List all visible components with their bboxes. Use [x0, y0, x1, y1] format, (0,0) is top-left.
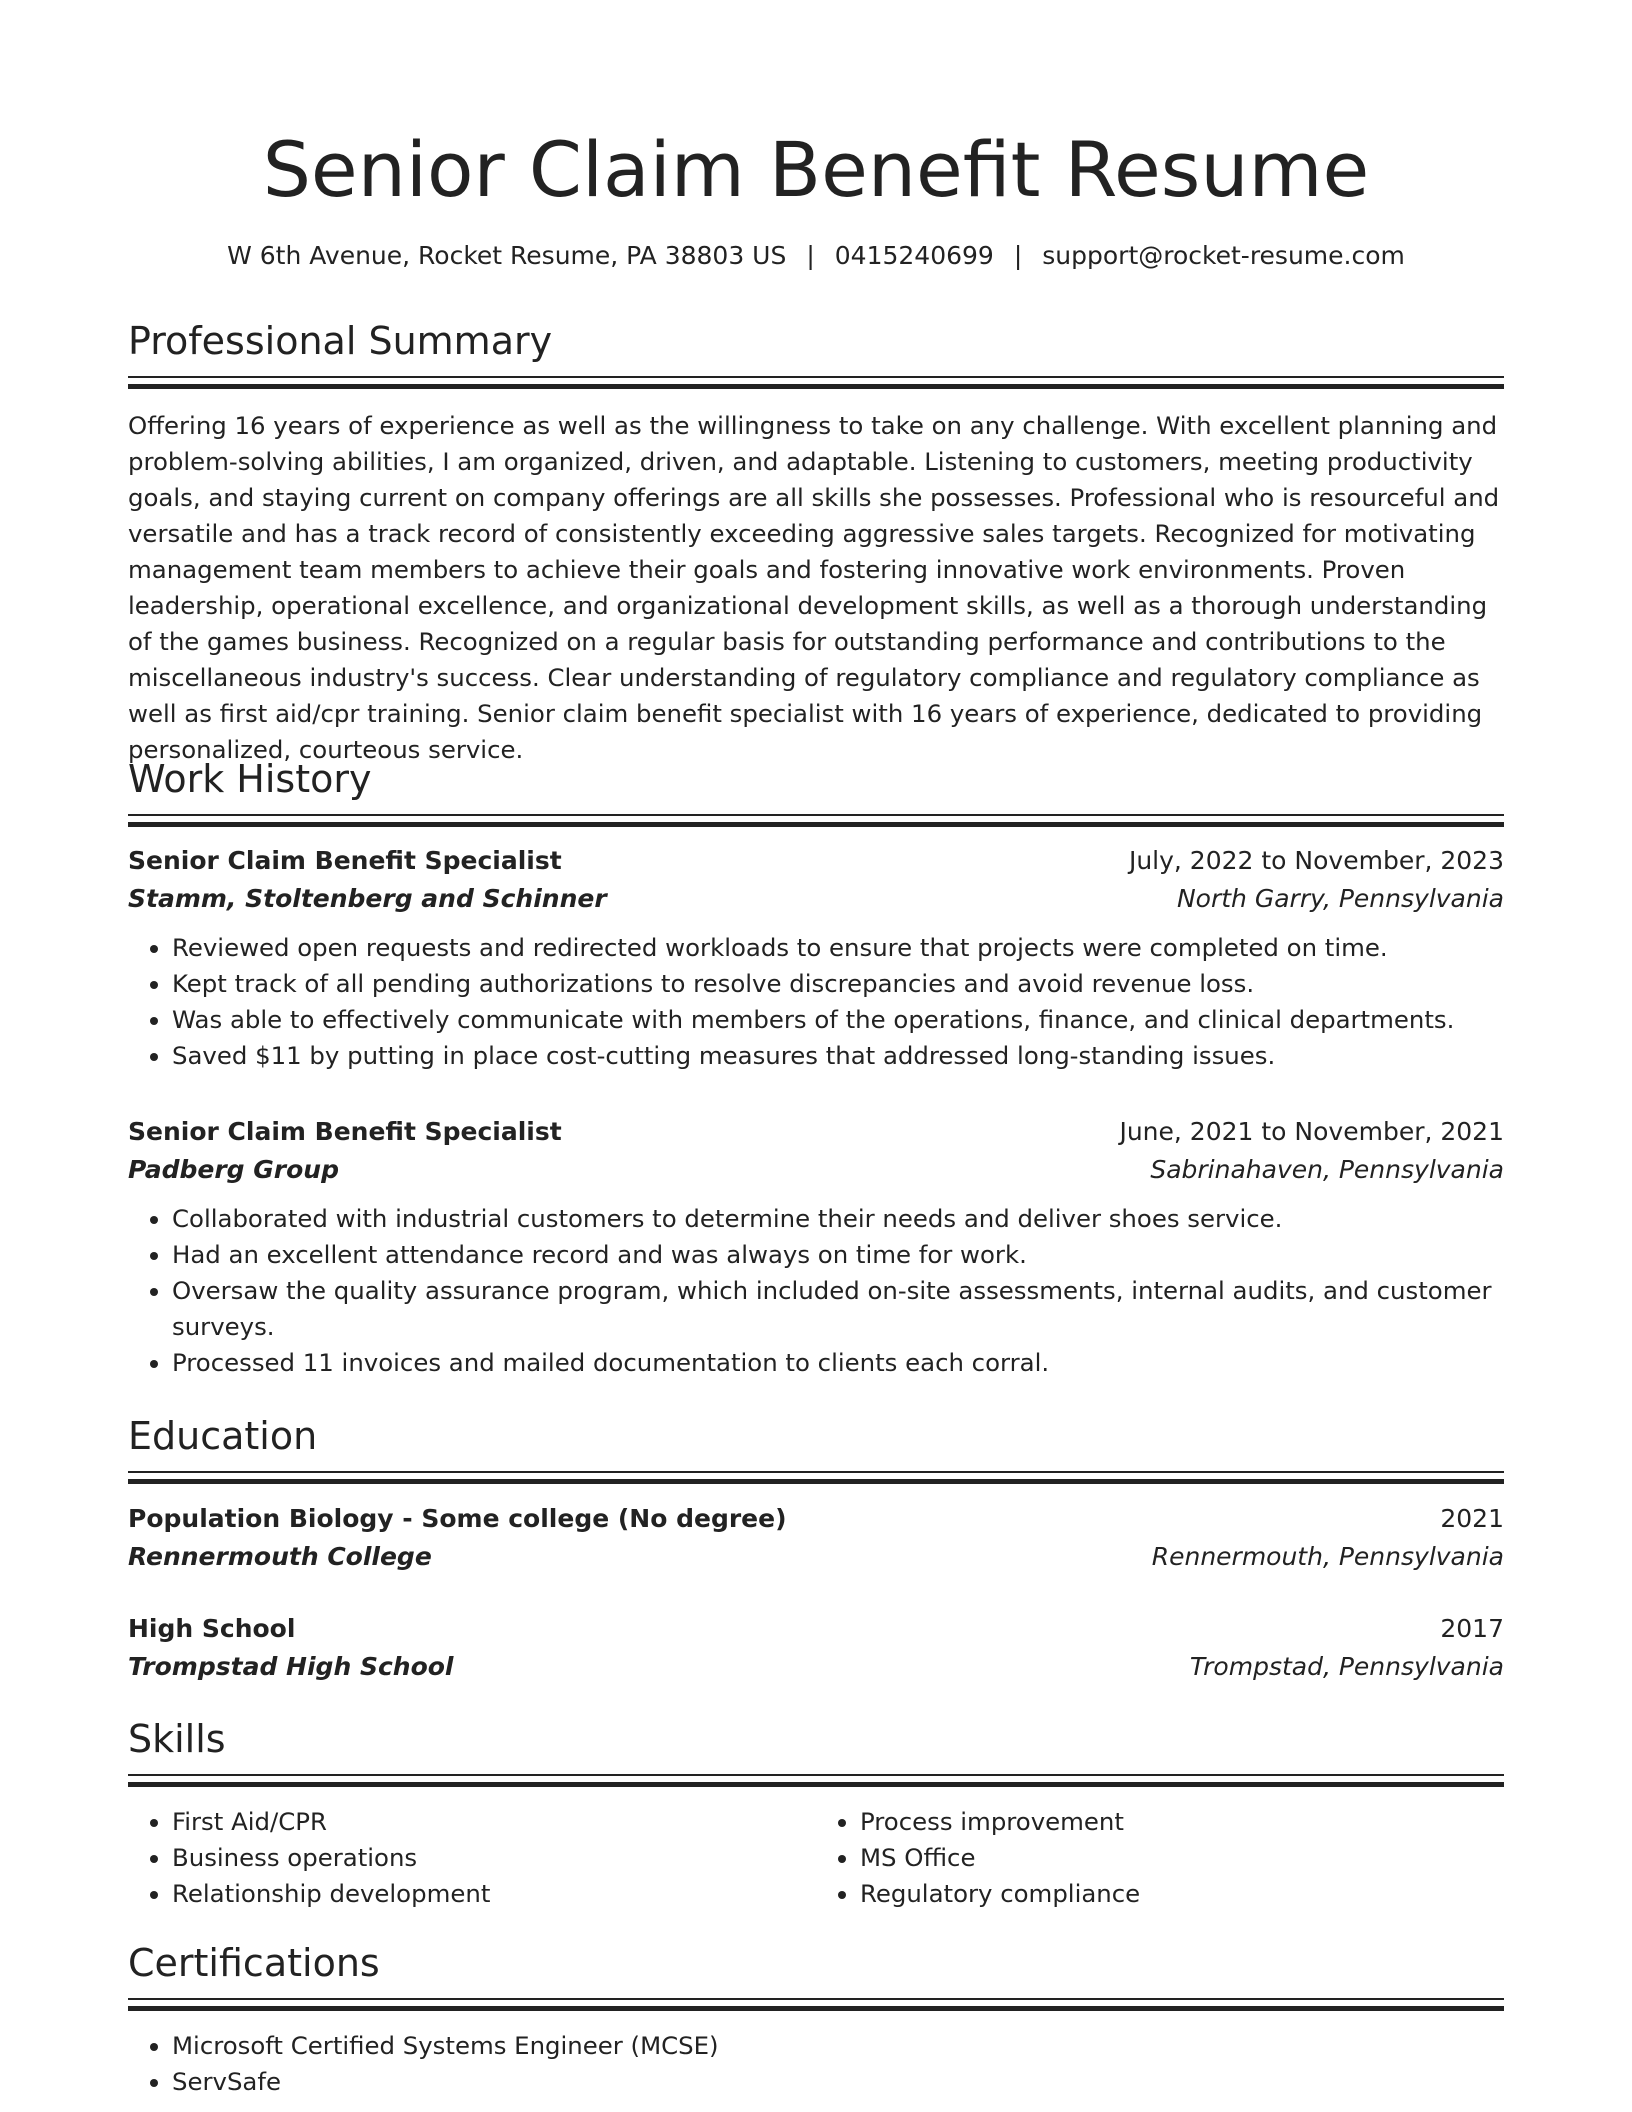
job-location: Sabrinahaven, Pennsylvania — [1150, 1155, 1504, 1184]
skills-list — [128, 1804, 1504, 1912]
job-duty: • Collaborated with industrial customers to determine their needs and deliver shoes service. — [172, 1201, 1504, 1237]
contact-phone: 0415240699 — [834, 241, 994, 270]
education-entry — [128, 1500, 1504, 1576]
job-duty: • Had an excellent attendance record and was always on time for work. — [172, 1237, 1504, 1273]
job-duty: • Reviewed open requests and redirected workloads to ensure that projects were completed on time. — [172, 930, 1504, 966]
education-location: Rennermouth, Pennsylvania — [1151, 1542, 1504, 1571]
skill-item: • First Aid/CPR — [172, 1804, 816, 1840]
skills-column-right — [816, 1804, 1504, 1912]
skill-item: • Regulatory compliance — [860, 1876, 1504, 1912]
education-school: Trompstad High School — [128, 1652, 454, 1681]
job-duty: • Was able to effectively communicate with members of the operations, finance, and clinical departments. — [172, 1002, 1504, 1038]
education-entry — [128, 1610, 1504, 1686]
resume-title: Senior Claim Benefit Resume — [262, 125, 1370, 214]
job-title: Senior Claim Benefit Specialist — [128, 846, 562, 875]
work-history-section — [128, 756, 1504, 826]
job-dates: July, 2022 to November, 2023 — [1128, 846, 1504, 875]
job-location: North Garry, Pennsylvania — [1176, 884, 1504, 913]
section-divider — [128, 1998, 1504, 2010]
job-dates: June, 2021 to November, 2021 — [1119, 1117, 1504, 1146]
job-duty: • Processed 11 invoices and mailed documentation to clients each corral. — [172, 1345, 1504, 1381]
section-divider — [128, 1774, 1504, 1786]
skills-heading: Skills — [128, 1717, 226, 1761]
certifications-section — [128, 1940, 1504, 2100]
education-location: Trompstad, Pennsylvania — [1189, 1652, 1504, 1681]
section-divider — [128, 1471, 1504, 1483]
job-entry — [128, 842, 1504, 1074]
certification-item: • Microsoft Certified Systems Engineer (MCSE) — [172, 2028, 1504, 2064]
certifications-heading: Certifications — [128, 1941, 380, 1985]
job-title: Senior Claim Benefit Specialist — [128, 1117, 562, 1146]
job-duties — [128, 1201, 1504, 1381]
skill-item: • MS Office — [860, 1840, 1504, 1876]
contact-separator: | — [1013, 241, 1023, 270]
job-duties — [128, 930, 1504, 1074]
job-duty: • Oversaw the quality assurance program, which included on-site assessments, internal audits, and customer surveys. — [172, 1273, 1504, 1345]
contact-address: W 6th Avenue, Rocket Resume, PA 38803 US — [227, 241, 787, 270]
education-heading: Education — [128, 1414, 318, 1458]
work-history-heading: Work History — [128, 757, 372, 801]
contact-email: support@rocket-resume.com — [1042, 241, 1405, 270]
job-duty: • Kept track of all pending authorizations to resolve discrepancies and avoid revenue loss. — [172, 966, 1504, 1002]
certification-item: • ServSafe — [172, 2064, 1504, 2100]
education-section — [128, 1413, 1504, 1483]
job-duty: • Saved $11 by putting in place cost-cutting measures that addressed long-standing issues. — [172, 1038, 1504, 1074]
education-degree: Population Biology - Some college (No degree) — [128, 1504, 787, 1533]
skills-section — [128, 1716, 1504, 1912]
section-divider — [128, 376, 1504, 388]
contact-line — [128, 238, 1504, 274]
job-company: Stamm, Stoltenberg and Schinner — [128, 884, 607, 913]
summary-heading: Professional Summary — [128, 319, 553, 363]
certifications-list — [128, 2028, 1504, 2100]
job-company: Padberg Group — [128, 1155, 339, 1184]
skill-item: • Process improvement — [860, 1804, 1504, 1840]
education-year: 2021 — [1440, 1504, 1504, 1533]
education-year: 2017 — [1440, 1614, 1504, 1643]
education-school: Rennermouth College — [128, 1542, 432, 1571]
summary-section — [128, 318, 1504, 768]
contact-separator: | — [806, 241, 815, 270]
skill-item: • Relationship development — [172, 1876, 816, 1912]
section-divider — [128, 814, 1504, 826]
skill-item: • Business operations — [172, 1840, 816, 1876]
summary-text: Offering 16 years of experience as well as the willingness to take on any challenge. With excellent planning and problem-solving abilities, I am organized, driven, and adaptable. Listening to customers, meeting productivity goals, and staying current on company offerings are all skills she possesses. Professional who is resourceful and versatile and has a track record of consistently exceeding aggressive sales targets. Recognized for motivating management team members to achieve their goals and fostering innovative work environments. Proven leadership, operational excellence, and organizational development skills, as well as a thorough understanding of the games business. Recognized on a regular basis for outstanding performance and contributions to the miscellaneous industry's success. Clear understanding of regulatory compliance and regulatory compliance as well as first aid/cpr training. Senior claim benefit specialist with 16 years of experience, dedicated to providing personalized, courteous service. — [128, 411, 1500, 764]
job-entry — [128, 1113, 1504, 1381]
education-degree: High School — [128, 1614, 296, 1643]
skills-column-left — [128, 1804, 816, 1912]
